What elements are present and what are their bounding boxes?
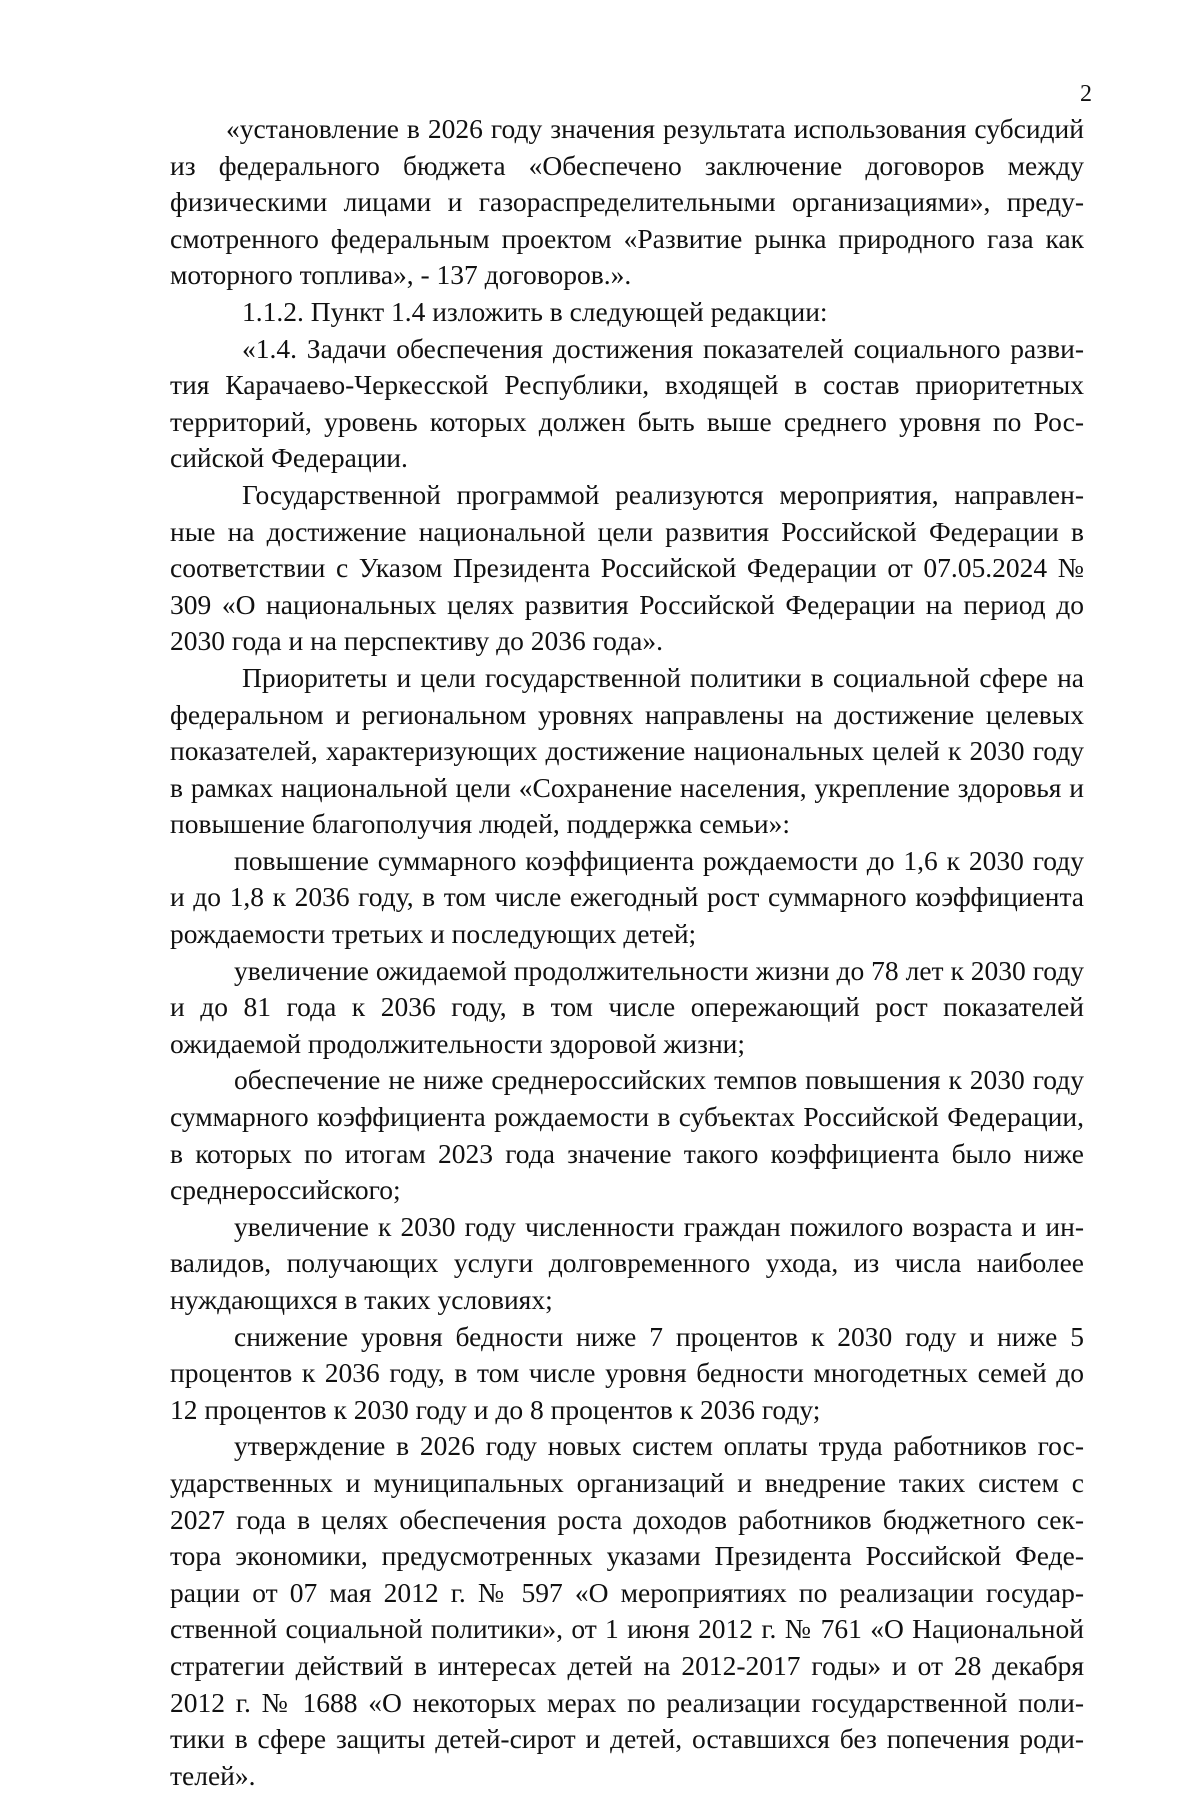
list-item-pay-systems: утверждение в 2026 году новых систем оплаты труда работников государственных и муниципальных организаций и внедрение таких систем с 2027 года в целях обеспечения роста доходов работников бюджетного сектора экономики, предусмотренных указами Президента Российской Федерации от 07 мая 2012 г. № 597 «О мероприятиях по реализации государственной социальной политики», от 1 июня 2012 г. № 761 «О Национальной стратегии действий в интересах детей на 2012-2017 годы» и от 28 декабря 2012 г. № 1688 «О некоторых мерах по реализации государственной политики в сфере защиты детей-сирот и детей, оставшихся без попечения родителей». (170, 1430, 1084, 1791)
paragraph-result-value: «установление в 2026 году значения результата использования субсидий из федерального бюджета «Обеспечено заключение договоров между физическими лицами и газораспределительными организациями», предусмотренного федеральным проектом «Развитие рынка природного газа как моторного топлива», - 137 договоров.». (170, 113, 1084, 291)
paragraph-priorities: Приоритеты и цели государственной политики в социальной сфере на федеральном и региональном уровнях направлены на достижение целевых показателей, характеризующих достижение национальных целей к 2030 году в рамках национальной цели «Сохранение населения, укрепление здоровья и повышение благополучия людей, поддержка семьи»: (170, 661, 1084, 840)
page-number: 2 (1080, 81, 1092, 107)
list-item-life-expectancy: увеличение ожидаемой продолжительности жизни до 78 лет к 2030 году и до 81 года к 2036 году, в том числе опережающий рост показателей ожидаемой продолжительности здоровой жизни; (170, 954, 1084, 1059)
paragraph-clause-1-1-2: 1.1.2. Пункт 1.4 изложить в следующей редакции: (242, 295, 828, 327)
paragraph-clause-1-4-tasks: «1.4. Задачи обеспечения достижения показателей социального развития Карачаево-Черкесской Республики, входящей в состав приоритетных территорий, уровень которых должен быть выше среднего уровня по Российской Федерации. (170, 332, 1084, 474)
paragraph-state-program: Государственной программой реализуются мероприятия, направленные на достижение национальной цели развития Российской Федерации в соответствии с Указом Президента Российской Федерации от 07.05.2024 № 309 «О национальных целях развития Российской Федерации на период до 2030 года и на перспективу до 2036 года». (170, 478, 1084, 657)
document-body (170, 111, 1084, 1794)
list-item-birth-rate: повышение суммарного коэффициента рождаемости до 1,6 к 2030 году и до 1,8 к 2036 году, в том числе ежегодный рост суммарного коэффициента рождаемости третьих и последующих детей; (170, 844, 1084, 950)
list-item-long-term-care: увеличение к 2030 году численности граждан пожилого возраста и инвалидов, получающих услуги долговременного ухода, из числа наиболее нуждающихся в таких условиях; (170, 1210, 1084, 1315)
list-item-poverty: снижение уровня бедности ниже 7 процентов к 2030 году и ниже 5 процентов к 2036 году, в том числе уровня бедности многодетных семей до 12 процентов к 2030 году и до 8 процентов к 2036 году; (170, 1320, 1084, 1425)
list-item-birth-rate-regions: обеспечение не ниже среднероссийских темпов повышения к 2030 году суммарного коэффициента рождаемости в субъектах Российской Федерации, в которых по итогам 2023 года значение такого коэффициента было ниже среднероссийского; (170, 1064, 1084, 1206)
